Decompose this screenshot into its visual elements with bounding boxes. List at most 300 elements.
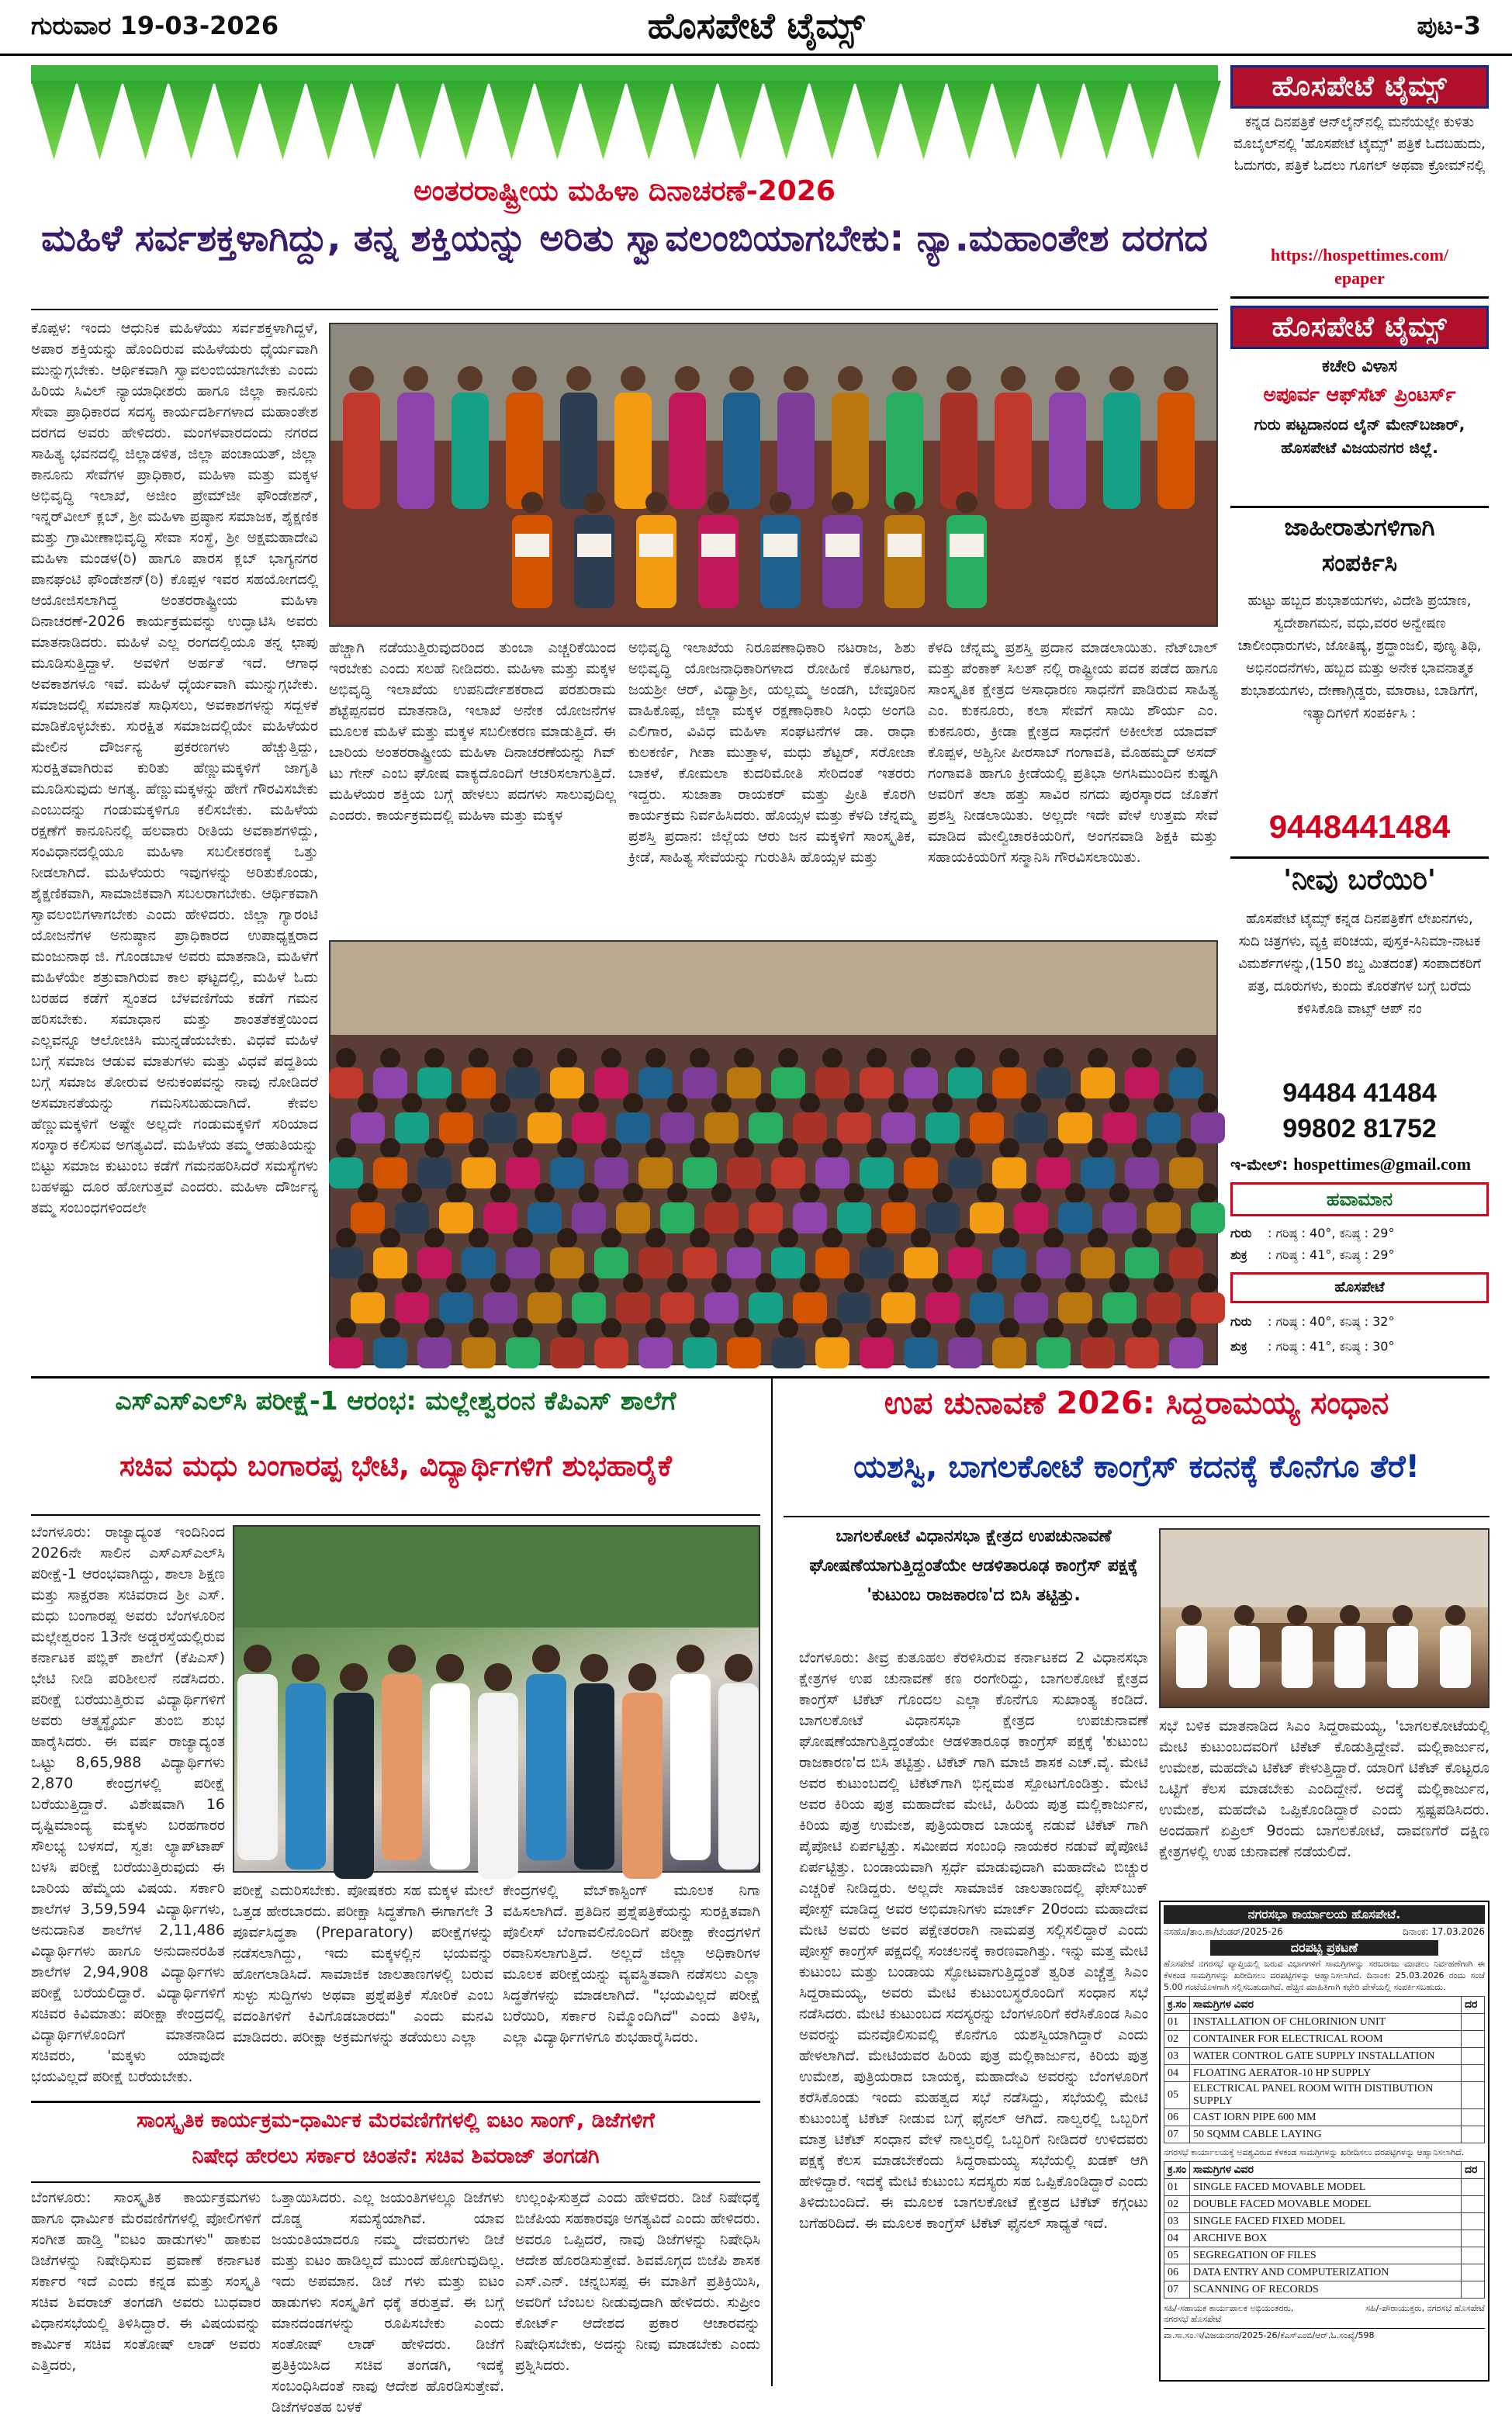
audience-body [395, 1292, 429, 1323]
crowd-illustration [330, 942, 1216, 1364]
audience-body [860, 1157, 894, 1188]
audience-body [1147, 1202, 1181, 1233]
audience-body [351, 1292, 385, 1323]
audience-head [402, 1093, 422, 1113]
bunting-flag [535, 81, 580, 160]
audience-body [638, 1157, 673, 1188]
audience-head [579, 1273, 599, 1293]
person-head [436, 1654, 464, 1682]
audience-head [867, 1318, 887, 1338]
person-head [403, 366, 428, 391]
item-no: 07 [1164, 2126, 1190, 2143]
audience-body [1125, 1247, 1159, 1278]
item-no: 03 [1164, 2213, 1190, 2230]
audience-head [513, 1318, 533, 1338]
audience-head [888, 1273, 908, 1293]
audience-body [815, 1067, 849, 1098]
audience-body [528, 1112, 562, 1143]
culture-rule [31, 2181, 760, 2183]
audience-head [867, 1138, 887, 1158]
col-no-header: ಕ್ರ.ಸಂ [1164, 2162, 1190, 2179]
audience-body [1058, 1292, 1092, 1323]
audience-head [1088, 1138, 1108, 1158]
person-head [512, 366, 537, 391]
audience-head [955, 1048, 975, 1068]
person-body [832, 393, 869, 509]
audience-body [1169, 1067, 1203, 1098]
audience-body [771, 1247, 805, 1278]
audience-head [999, 1048, 1019, 1068]
table-header-row [1164, 2162, 1485, 2179]
audience-body [506, 1247, 540, 1278]
audience-body [616, 1202, 650, 1233]
audience-body [550, 1247, 584, 1278]
item-name: ARCHIVE BOX [1190, 2230, 1462, 2247]
audience-body [704, 1112, 739, 1143]
person-body [285, 1683, 326, 1870]
certificate [825, 534, 860, 557]
bunting-flag [260, 81, 306, 160]
audience-body [1036, 1247, 1071, 1278]
item-name: SCANNING OF RECORDS [1190, 2281, 1462, 2299]
person-head [946, 366, 971, 391]
audience-head [358, 1183, 378, 1203]
child-head [521, 492, 543, 514]
weather-row [1230, 1334, 1489, 1359]
audience-body [1191, 1202, 1225, 1233]
audience-body [351, 1202, 385, 1233]
audience-head [977, 1183, 997, 1203]
printer-name: ಅಪೂರ್ವ ಆಫ್‌ಸೆಟ್ ಪ್ರಿಂಟರ್ಸ್ [1263, 383, 1456, 406]
audience-head [955, 1318, 975, 1338]
child-head [583, 492, 605, 514]
column-divider [771, 1378, 773, 2386]
culture-headline-line1: ಸಾಂಸ್ಕೃತಿಕ ಕಾರ್ಯಕ್ರಮ-ಧಾರ್ಮಿಕ ಮೆರವಣಿಗೆಗಳಲ್ಲಿ ಐಟಂ ಸಾಂಗ್, ಡಿಜೆಗಳಿಗೆ [137, 2108, 655, 2133]
child-body [946, 515, 987, 608]
audience-head [911, 1228, 931, 1248]
office-address: ಗುರು ಪಟ್ಟದಾನಂದ ಲೈನ್ ಮೇನ್‌ಬಜಾರ್, ಹೊಸಪೇಟೆ ವಿಜಯನಗರ ಜಿಲ್ಲೆ. [1254, 415, 1465, 457]
audience-head [557, 1228, 577, 1248]
child-body [512, 515, 552, 608]
audience-head [734, 1048, 754, 1068]
child-body [760, 515, 801, 608]
audience-body [704, 1202, 739, 1233]
audience-body [1014, 1292, 1048, 1323]
audience-head [690, 1228, 710, 1248]
person-head [675, 366, 700, 391]
weather-table-1 [1230, 1223, 1489, 1266]
item-no: 02 [1164, 2031, 1190, 2048]
person-body [669, 393, 706, 509]
child-head [645, 492, 667, 514]
item-name: CAST IORN PIPE 600 MM [1190, 2109, 1462, 2126]
school-visit-illustration [234, 1527, 759, 1871]
audience-body [1058, 1202, 1092, 1233]
person-head [1001, 366, 1026, 391]
festive-bunting-banner [31, 65, 1218, 166]
audience-head [1021, 1093, 1041, 1113]
person-body [614, 393, 652, 509]
audience-body [616, 1112, 650, 1143]
audience-body [439, 1112, 473, 1143]
audience-body [1036, 1067, 1071, 1098]
audience-head [446, 1273, 466, 1293]
audience-head [601, 1228, 621, 1248]
audience-head [711, 1273, 732, 1293]
weather-day: ಗುರು [1230, 1314, 1252, 1329]
audience-head [490, 1093, 510, 1113]
audience-head [1043, 1048, 1064, 1068]
audience-body [1102, 1292, 1137, 1323]
whatsapp-phone-2[interactable]: 99802 81752 [1282, 1114, 1437, 1143]
audience-head [778, 1138, 798, 1158]
audience-body [1036, 1157, 1071, 1188]
table-row [1164, 2031, 1485, 2048]
audience-head [778, 1048, 798, 1068]
award-ceremony-photo [329, 323, 1218, 627]
item-name: SINGLE FACED FIXED MODEL [1190, 2213, 1462, 2230]
audience-head [1198, 1183, 1218, 1203]
audience-body [793, 1112, 827, 1143]
section-rule [31, 2101, 760, 2103]
audience-body [860, 1067, 894, 1098]
audience-body [1169, 1247, 1203, 1278]
section-rule [31, 1376, 1490, 1379]
audience-crowd-photo [329, 940, 1218, 1365]
audience-head [601, 1318, 621, 1338]
weather-max: : ಗರಿಷ್ಠ : 41°, [1268, 1247, 1336, 1262]
audience-body [860, 1337, 894, 1368]
audience-head [380, 1138, 400, 1158]
audience-body [970, 1202, 1004, 1233]
audience-body [1169, 1157, 1203, 1188]
certificate [950, 534, 984, 557]
audience-body [462, 1067, 496, 1098]
audience-body [594, 1067, 628, 1098]
audience-body [417, 1067, 452, 1098]
audience-head [867, 1048, 887, 1068]
audience-head [579, 1093, 599, 1113]
person-head [292, 1654, 320, 1682]
sslc-headline-line2: ಸಚಿವ ಮಧು ಬಂಗಾರಪ್ಪ ಭೇಟಿ, ವಿದ್ಯಾರ್ಥಿಗಳಿಗೆ ಶುಭಹಾರೈಕೆ [119, 1449, 672, 1482]
item-rate [1462, 2281, 1485, 2299]
lead-article-col3: ಅಭಿವೃದ್ಧಿ ಇಲಾಖೆಯ ನಿರೂಪಣಾಧಿಕಾರಿ ನಟರಾಜ, ಶಿಶು ಅಭಿವೃದ್ಧಿ ಯೋಜನಾಧಿಕಾರಿಗಳಾದ ರೋಹಿಣಿ ಕೊಟಗಾರ, ಜಯಶ್ರೀ ಆರ್, ವಿದ್ಯಾಶ್ರೀ, ಯಲ್ಲಮ್ಮ ಅಂಡಗಿ, ಬೇವೂರಿನ ವಾಹಿಕೊಪ್ಪ, ಜಿಲ್ಲಾ ಮಕ್ಕಳ ರಕ್ಷಣಾಧಿಕಾರಿ ಸಿಂಧು ಅಂಗಡಿ ಎಲಿಗಾರ, ವಿವಿಧ ಮಹಿಳಾ ಸಂಘಟನೆಗಳ ಡಾ. ರಾಧಾ ಕುಲಕರ್ಣಿ, ಗೀತಾ ಮುತ್ತಾಳ, ಮಧು ಶೆಟ್ಟರ್, ಸರೋಜಾ ಬಾಕಳೆ, ಕೋಮಲಾ ಕುದರಿಮೋತಿ ಸೇರಿದಂತೆ ಇತರರು ಇದ್ದರು. ಸುಜಾತಾ ರಾಯಕರ್ ಮತ್ತು ಪ್ರೀತಿ ಕೊರಗಿ ಕಾರ್ಯಕ್ರಮ ನಿರ್ವಹಿಸಿದರು. ಹೊಯ್ಸಳ ಮತ್ತು ಕೆಳದಿ ಚೆನ್ನಮ್ಮ ಪ್ರಶಸ್ತಿ ಪ್ರದಾನ: ಜಿಲ್ಲೆಯ ಆರು ಜನ ಮಕ್ಕಳಿಗೆ ಸಾಂಸ್ಕೃತಿಕ, ಕ್ರೀಡೆ, ಸಾಹಿತ್ಯ ಸೇವೆಯನ್ನು ಗುರುತಿಸಿ ಹೊಯ್ಸಳ ಮತ್ತು [628, 639, 915, 866]
person-head [388, 1645, 416, 1673]
audience-body [1125, 1337, 1159, 1368]
audience-body [417, 1337, 452, 1368]
whatsapp-phone-1[interactable]: 94484 41484 [1282, 1078, 1437, 1108]
col-item-header: ಸಾಮಗ್ರಿಗಳ ವಿವರ [1190, 2162, 1462, 2179]
brand-badge-epaper: ಹೊಸಪೇಟೆ ಟೈಮ್ಸ್ [1230, 65, 1489, 109]
item-rate [1462, 2247, 1485, 2264]
table-row [1164, 2247, 1485, 2264]
weather-city-box [1230, 1272, 1489, 1303]
lead-article-col2: ಹೆಚ್ಚಾಗಿ ನಡೆಯುತ್ತಿರುವುದರಿಂದ ತುಂಬಾ ಎಚ್ಚರಿಕೆಯಿಂದ ಇರಬೇಕು ಎಂದು ಸಲಹೆ ನೀಡಿದರು. ಮಹಿಳಾ ಮತ್ತು ಮಕ್ಕಳ ಅಭಿವೃದ್ಧಿ ಇಲಾಖೆಯ ಉಪನಿರ್ದೇಶಕರಾದ ಪರಶುರಾಮ ಶೆಟ್ಟೆಪ್ಪನವರ ಮಾತನಾಡಿ, ಇಲಾಖೆ ಅನೇಕ ಯೋಜನೆಗಳ ಮೂಲಕ ಮಹಿಳೆ ಮತ್ತು ಮಕ್ಕಳ ಸಬಲೀಕರಣ ಮಾಡುತ್ತಿದೆ. ಈ ಬಾರಿಯ ಅಂತರರಾಷ್ಟ್ರೀಯ ಮಹಿಳಾ ದಿನಾಚರಣೆಯನ್ನು ಗಿವ್ ಟು ಗೇನ್ ಎಂಬ ಘೋಷ ವಾಕ್ಯದೊಂದಿಗೆ ಆಚರಿಸಲಾಗುತ್ತಿದೆ. ಮಹಿಳೆಯರ ಶಕ್ತಿಯ ಬಗ್ಗೆ ಹೇಳಲು ಪದಗಳು ಸಾಲುವುದಿಲ್ಲ ಎಂದರು. ಕಾರ್ಯಕ್ರಮದಲ್ಲಿ ಮಹಿಳಾ ಮತ್ತು ಮಕ್ಕಳ [329, 639, 616, 824]
weather-row [1230, 1223, 1489, 1244]
audience-head [955, 1138, 975, 1158]
bunting-flag [992, 81, 1038, 160]
audience-body [462, 1337, 496, 1368]
audience-head [756, 1093, 776, 1113]
child-head [832, 492, 853, 514]
item-rate [1462, 2213, 1485, 2230]
table-row [1164, 2048, 1485, 2065]
person-head [566, 366, 591, 391]
bunting-flag [443, 81, 489, 160]
audience-head [1176, 1318, 1196, 1338]
audience-body [660, 1202, 694, 1233]
tender-notice [1159, 1901, 1490, 2382]
person-body [334, 1693, 374, 1879]
audience-head [756, 1273, 776, 1293]
audience-head [1109, 1093, 1130, 1113]
audience-body [1081, 1157, 1115, 1188]
divider [1230, 296, 1489, 299]
audience-head [690, 1048, 710, 1068]
certificate [887, 534, 922, 557]
audience-head [424, 1138, 445, 1158]
item-rate [1462, 2230, 1485, 2247]
lead-article-col4: ಕೆಳದಿ ಚೆನ್ನಮ್ಮ ಪ್ರಶಸ್ತಿ ಪ್ರದಾನ ಮಾಡಲಾಯಿತು. ನೆಟ್‌ಬಾಲ್ ಮತ್ತು ಪೆಂಕಾಕ್ ಸಿಲತ್ ನಲ್ಲಿ ರಾಷ್ಟ್ರೀಯ ಪದಕ ಪಡೆದ ಹಾಗೂ ಸಾಂಸ್ಕೃತಿಕ ಕ್ಷೇತ್ರದ ಅಸಾಧಾರಣ ಸಾಧನೆಗೆ ಪಾಡಿರುವ ಸಾಹಿತ್ಯ ಎಂ. ಕುಕನೂರು, ಕಲಾ ಸೇವೆಗೆ ಸಾಯಿ ಶೌರ್ಯ ಎಂ. ಕುಕನೂರು, ಕ್ರೀಡಾ ಕ್ಷೇತ್ರದ ಸಾಧನೆಗೆ ಅಕೀಲೇಶ ಯಾದವ್ ಕೊಪ್ಪಳ, ಅಶ್ವಿನೀ ಪೀರಸಾಬ್ ಗಂಗಾವತಿ, ಮೊಹಮ್ಮದ್ ಅಸದ್ ಗಂಗಾವತಿ ಹಾಗೂ ಕ್ರೀಡೆಯಲ್ಲಿ ಪ್ರತಿಭಾ ಅಗಸಿಮುಂದಿನ ಕುಷ್ಟಗಿ ಅವರಿಗೆ ತಲಾ ಹತ್ತು ಸಾವಿರ ನಗದು ಪುರಸ್ಕಾರದ ಜೊತೆಗೆ ಪ್ರಶಸ್ತಿ ನೀಡಲಾಯಿತು. ಅಲ್ಲದೇ ಇದೇ ವೇಳೆ ಉತ್ತಮ ಸೇವೆ ಮಾಡಿದ ಮೇಲ್ವಿಚಾರಕಿಯರಿಗೆ, ಅಂಗನವಾಡಿ ಶಿಕ್ಷಕಿ ಮತ್ತು ಸಹಾಯಕಿಯರಿಗೆ ಸನ್ಮಾನಿಸಿ ಗೌರವಿಸಲಾಯಿತು. [928, 639, 1218, 866]
email-address[interactable]: hospettimes@gmail.com [1293, 1154, 1472, 1174]
person-head [676, 1645, 704, 1673]
audience-head [690, 1318, 710, 1338]
audience-body [860, 1247, 894, 1278]
audience-body [660, 1292, 694, 1323]
sslc-headline-line1: ಎಸ್‌ಎಸ್‌ಎಲ್‌ಸಿ ಪರೀಕ್ಷೆ-1 ಆರಂಭ: ಮಲ್ಲೇಶ್ವರಂನ ಕೆಪಿಎಸ್ ಶಾಲೆಗೆ [115, 1385, 676, 1416]
audience-body [616, 1292, 650, 1323]
person-head [349, 366, 374, 391]
audience-body [483, 1292, 517, 1323]
audience-body [506, 1337, 540, 1368]
item-rate [1462, 2065, 1485, 2082]
tender-intro: ಹೊಸಪೇಟೆ ನಗರಸಭೆ ವ್ಯಾಪ್ತಿಯಲ್ಲಿ ಬರುವ ವಿಭಾಗಗಳಿಗೆ ಸಾಮಗ್ರಿಗಳನ್ನು ಸರಬರಾಜು ಮಾಡಲು ನಿರ್ವಹಣೆಗಾಗಿ ಈ ಕೆಳಕಂಡ ಸಾಮಗ್ರಿಗಳನ್ನು ಖರೀದಿಸಲು ದರಪಟ್ಟಿಗಳನ್ನು ಆಹ್ವಾನಿಸಲಾಗಿದೆ. ದಿನಾಂಕ: 25.03.2026 ರಂದು ಸಂಜೆ 5.00 ಗಂಟೆಯೊಳಗಾಗಿ ಸಲ್ಲಿಸಬಹುದಾಗಿದೆ. ಹೆಚ್ಚಿನ ಮಾಹಿತಿಗಾಗಿ ಕಛೇರಿ ವೇಳೆಯಲ್ಲಿ ಸಂಪರ್ಕಿಸಬಹುದು. [1164, 1959, 1485, 1992]
person-body [670, 1674, 711, 1860]
audience-body [528, 1292, 562, 1323]
audience-body [462, 1157, 496, 1188]
office-label: ಕಚೇರಿ ವಿಳಾಸ [1321, 357, 1397, 376]
audience-body [373, 1337, 407, 1368]
lead-rule [31, 309, 1218, 310]
audience-body [904, 1337, 938, 1368]
audience-head [380, 1228, 400, 1248]
newspaper-title: ಹೊಸಪೇಟೆ ಟೈಮ್ಸ್ [647, 5, 865, 47]
person-head [1164, 366, 1188, 391]
audience-head [844, 1273, 864, 1293]
audience-body [771, 1067, 805, 1098]
audience-body [904, 1067, 938, 1098]
person-head [1109, 366, 1134, 391]
audience-head [424, 1048, 445, 1068]
person-body [430, 1683, 470, 1870]
person-head [784, 366, 808, 391]
audience-head [955, 1228, 975, 1248]
audience-body [904, 1157, 938, 1188]
audience-body [727, 1157, 761, 1188]
person-body [397, 393, 434, 509]
audience-body [837, 1202, 871, 1233]
audience-head [888, 1183, 908, 1203]
audience-head [1065, 1093, 1085, 1113]
child-body [698, 515, 739, 608]
audience-head [446, 1183, 466, 1203]
audience-head [1088, 1048, 1108, 1068]
sslc-school-visit-photo [233, 1525, 760, 1873]
person-head [1340, 1605, 1360, 1625]
audience-head [667, 1093, 687, 1113]
audience-head [1043, 1318, 1064, 1338]
person-head [244, 1645, 272, 1673]
person-body [1387, 1626, 1418, 1688]
audience-body [439, 1202, 473, 1233]
audience-body [948, 1247, 982, 1278]
audience-body [1102, 1202, 1137, 1233]
weather-min: ಕನಿಷ್ಠ : 32° [1339, 1314, 1395, 1329]
audience-body [1169, 1337, 1203, 1368]
tender-date: ದಿನಾಂಕ: 17.03.2026 [1403, 1926, 1485, 1937]
person-body [886, 393, 923, 509]
audience-head [932, 1093, 953, 1113]
audience-head [513, 1228, 533, 1248]
audience-body [683, 1067, 717, 1098]
ads-title: ಜಾಹೀರಾತುಗಳಿಗಾಗಿ [1284, 514, 1435, 541]
audience-body [1147, 1112, 1181, 1143]
bunting-flag [214, 81, 260, 160]
person-body [940, 393, 977, 509]
audience-head [1021, 1183, 1041, 1203]
item-no: 04 [1164, 2065, 1190, 2082]
audience-body [1014, 1112, 1048, 1143]
epaper-text: ಕನ್ನಡ ದಿನಪತ್ರಿಕೆ ಆನ್‌ಲೈನ್‌ನಲ್ಲಿ ಮನೆಯಲ್ಲೇ ಕುಳಿತು ಮೊಬೈಲ್‌ನಲ್ಲಿ 'ಹೊಸಪೇಟೆ ಟೈಮ್ಸ್' ಪತ್ರಿಕೆ ಓದಬಹುದು, ಓದುಗರು, ಪತ್ರಿಕೆ ಓದಲು ಗೂಗಲ್ ಅಥವಾ ಕ್ರೋಮ್‌ನಲ್ಲಿ [1233, 114, 1486, 174]
culture-article-col2: ಒತ್ತಾಯಿಸಿದರು. ಎಲ್ಲ ಜಯಂತಿಗಳಲ್ಲೂ ಡಿಜೆಗಳು ದೊಡ್ಡ ಸಮಸ್ಯೆಯಾಗಿವೆ. ಯಾವ ಜಯಂತಿಯಾದರೂ ನಮ್ಮ ದೇವರುಗಳು ಡಿಜೆ ಮತ್ತು ಐಟಂ ಹಾಡಿಲ್ಲದೆ ಮುಂದೆ ಹೋಗುವುದಿಲ್ಲ. ಇದು ಅಪಮಾನ. ಡಿಜೆ ಗಳು ಮತ್ತು ಐಟಂ ಹಾಡುಗಳು ಸಂಸ್ಕೃತಿಗೆ ಧಕ್ಕೆ ತರುತ್ತವೆ. ಈ ಬಗ್ಗೆ ಮಾನದಂಡಗಳನ್ನು ರೂಪಿಸಬೇಕು ಎಂದು ಸಂತೋಷ್ ಲಾಡ್ ಹೇಳಿದರು. ಡಿಜೆಗೆ ಪ್ರತಿಕ್ರಿಯಿಸಿದ ಸಚಿವ ತಂಗಡಗಿ, ಇದಕ್ಕೆ ಸಂಬಂಧಿಸಿದಂತೆ ನಾವು ಆದೇಶ ಹೊರಡಿಸುತ್ತೇವೆ. ಡಿಜೆಗಳಂತಹ ಬಳಕೆ [272, 2189, 504, 2416]
audience-body [1125, 1067, 1159, 1098]
person-body [452, 393, 489, 509]
table-row [1164, 2230, 1485, 2247]
child-head [770, 492, 791, 514]
table-row [1164, 2281, 1485, 2299]
weather-min: ಕನಿಷ್ಠ : 30° [1339, 1339, 1395, 1354]
item-name: DATA ENTRY AND COMPUTERIZATION [1190, 2264, 1462, 2281]
audience-head [1176, 1138, 1196, 1158]
issue-date: ಗುರುವಾರ 19-03-2026 [31, 11, 279, 40]
item-no: 01 [1164, 2014, 1190, 2031]
audience-body [329, 1067, 363, 1098]
weather-city: ಹೊಸಪೇಟೆ [1334, 1279, 1385, 1295]
person-head [484, 1663, 512, 1691]
weather-day: ಶುಕ್ರ [1230, 1339, 1247, 1354]
ads-contact: ಸಂಪರ್ಕಿಸಿ [1321, 549, 1398, 577]
bunting-flag [1175, 81, 1221, 160]
write-title: 'ನೀವು ಬರೆಯಿರಿ' [1283, 864, 1436, 896]
audience-body [1125, 1157, 1159, 1188]
col-rate-header: ದರ [1462, 1997, 1485, 2014]
child-head [894, 492, 915, 514]
audience-head [932, 1183, 953, 1203]
certificate [515, 534, 549, 557]
person-body [574, 1683, 614, 1870]
audience-head [557, 1048, 577, 1068]
person-body [1229, 1626, 1260, 1688]
audience-head [734, 1138, 754, 1158]
audience-head [711, 1183, 732, 1203]
stage-group-illustration [330, 324, 1216, 625]
audience-head [667, 1183, 687, 1203]
epaper-link[interactable]: https://hospettimes.com/ [1270, 245, 1449, 265]
audience-body [926, 1112, 960, 1143]
item-name: WATER CONTROL GATE SUPPLY INSTALLATION [1190, 2048, 1462, 2065]
table-row [1164, 2014, 1485, 2031]
epaper-word[interactable]: epaper [1334, 268, 1385, 288]
tender-table-2 [1164, 2161, 1485, 2299]
person-head [628, 1663, 656, 1691]
sslc-rule [31, 1514, 760, 1516]
bunting-flag [1084, 81, 1130, 160]
person-body [560, 393, 597, 509]
bunting-flag [351, 81, 397, 160]
audience-body [506, 1157, 540, 1188]
audience-body [771, 1337, 805, 1368]
table-row [1164, 2264, 1485, 2281]
audience-body [992, 1157, 1026, 1188]
divider [1230, 856, 1489, 859]
audience-head [1154, 1093, 1174, 1113]
audience-body [837, 1292, 871, 1323]
culture-article-col3: ಉಲ್ಲಂಘಿಸುತ್ತದೆ ಎಂದು ಹೇಳಿದರು. ಡಿಜೆ ನಿಷೇಧಕ್ಕೆ ಬಿಜೆಪಿಯ ಸಹಕಾರವೂ ಅಗತ್ಯವಿದೆ ಎಂದು ಹೇಳಿದರು. ಅವರೂ ಒಪ್ಪಿದರೆ, ನಾವು ಡಿಜೆಗಳನ್ನು ನಿಷೇಧಿಸಿ ಆದೇಶ ಹೊರಡಿಸುತ್ತೇವೆ. ಶಿವಮೊಗ್ಗದ ಬಿಜೆಪಿ ಶಾಸಕ ಎಸ್.ಎನ್. ಚನ್ನಬಸಪ್ಪ ಈ ಮಾತಿಗೆ ಪ್ರತಿಕ್ರಿಯಿಸಿ, ಅವರಿಗೆ ಬೆಂಬಲ ನೀಡುವುದಾಗಿ ಹೇಳಿದರು. ಸುಪ್ರೀಂ ಕೋರ್ಟ್ ಆದೇಶದ ಪ್ರಕಾರ ಆಚಾರವನ್ನು ನಿಷೇಧಿಸಬೇಕು, ಅದನ್ನು ನೀವು ಮಾಡಬೇಕು ಎಂದು ಪ್ರಶ್ನಿಸಿದರು. [515, 2189, 760, 2374]
person-body [1176, 1626, 1207, 1688]
bunting-flag [123, 81, 168, 160]
email-line [1230, 1154, 1489, 1174]
audience-body [373, 1157, 407, 1188]
audience-body [373, 1067, 407, 1098]
audience-body [329, 1337, 363, 1368]
audience-body [660, 1112, 694, 1143]
audience-head [1198, 1273, 1218, 1293]
audience-body [881, 1202, 915, 1233]
audience-head [358, 1093, 378, 1113]
audience-body [1081, 1247, 1115, 1278]
bypoll-article-col1: ಬೆಂಗಳೂರು: ತೀವ್ರ ಕುತೂಹಲ ಕೆರಳಿಸಿರುವ ಕರ್ನಾಟಕದ 2 ವಿಧಾನಸಭಾ ಕ್ಷೇತ್ರಗಳ ಉಪ ಚುನಾವಣೆ ಕಣ ರಂಗೇರಿದ್ದು, ಬಾಗಲಕೋಟೆ ಕ್ಷೇತ್ರದ ಕಾಂಗ್ರೆಸ್ ಟಿಕೆಟ್ ಗೊಂದಲ ಎಲ್ಲಾ ಕೊನೆಗೂ ಸುಖಾಂತ್ಯ ಕಂಡಿದೆ. ಬಾಗಲಕೋಟೆ ವಿಧಾನಸಭಾ ಕ್ಷೇತ್ರದ ಉಪಚುನಾವಣೆ ಘೋಷಣೆಯಾಗುತ್ತಿದ್ದಂತೆಯೇ ಆಡಳಿತಾರೂಢ ಕಾಂಗ್ರೆಸ್ ಪಕ್ಷಕ್ಕೆ 'ಕುಟುಂಬ ರಾಜಕಾರಣ'ದ ಬಿಸಿ ತಟ್ಟಿತ್ತು. ಟಿಕೆಟ್ ಗಾಗಿ ಮಾಜಿ ಶಾಸಕ ಎಚ್.ವೈ. ಮೇಟಿ ಅವರ ಕುಟುಂಬದಲ್ಲಿ ಟಿಕೆಟ್‌ಗಾಗಿ ಭಿನ್ನಮತ ಸ್ಪೋಟಗೊಂಡಿತ್ತು. ಮೇಟಿ ಅವರ ಕಿರಿಯ ಪುತ್ರ ಮಹಾದೇವ ಮೇಟಿ, ಹಿರಿಯ ಪುತ್ರ ಮಲ್ಲಿಕಾರ್ಜುನ, ಕಿರಿಯ ಪುತ್ರ ಉಮೇಶ, ಪುತ್ರಿಯರಾದ ಬಾಯಕ್ಕ ನಡುವೆ ಟಿಕೆಟ್ ಗಾಗಿ ಪೈಪೋಟಿ ಏರ್ಪಟ್ಟಿತ್ತು. ಸಮೀಪದ ಸಂಬಂಧಿ ನಾಯಕರ ನಡುವೆ ಪೈಪೋಟಿ ಏರ್ಪಟ್ಟಿತ್ತು. ಬಂಡಾಯವಾಗಿ ಸ್ಪರ್ಧೆ ಮಾಡುವುದಾಗಿ ಮಹಾದೇವಿ ಬಿಚ್ಚುರ ಎಚ್ಚರಿಕೆ ನೀಡಿದ್ದರು. ಅಲ್ಲದೇ ಸಾಮಾಜಿಕ ಜಾಲತಾಣದಲ್ಲಿ ಫೇಸ್‌ಬುಕ್ ಪೋಸ್ಟ್ ಮಾಡಿದ್ದ ಅವರ ಅಭಿಮಾನಿಗಳು ಮಾರ್ಚ್ 20ರಂದು ಮಹಾದೇವ ಮೇಟಿ ಅವರು ಅವರ ಪಕ್ಷೇತರರಾಗಿ ನಾಮಪತ್ರ ಸಲ್ಲಿಸಲಿದ್ದಾರೆ ಎಂದು ಪೋಸ್ಟ್ ಕಾಂಗ್ರೆಸ್ ಪಕ್ಷದಲ್ಲಿ ಸಂಚಲನಕ್ಕೆ ಕಾರಣವಾಗಿತ್ತು. ಇನ್ನು ಮತ್ತ ಮೇಟಿ ಕುಟುಂಬ ಮತ್ತು ಬಂಡಾಯ ಸ್ಫೋಟವಾಗುತ್ತಿದ್ದಂತೆ ತ್ವರಿತ ಎಚ್ಚೆತ್ತ ಸಿಎಂ ಸಿದ್ದರಾಮಯ್ಯ, ಅವರು ಮೇಟಿ ಕುಟುಂಬಸ್ಥರೊಂದಿಗೆ ಸಂಧಾನ ಸಭೆ ನಡೆಸಿದರು. ಮೇಟಿ ಕುಟುಂಬದ ಸದಸ್ಯರನ್ನು ಬೆಂಗಳೂರಿಗೆ ಕರೆಸಿಕೊಂಡ ಸಿಎಂ ಅವರನ್ನು ಮನವೊಲಿಸುವಲ್ಲಿ ಕೊನೆಗೂ ಯಶಸ್ವಿಯಾಗಿದ್ದಾರೆ ಎಂದು ಹೇಳಲಾಗಿದೆ. ಮೇಟಿಯವರ ಹಿರಿಯ ಪುತ್ರ ಮಲ್ಲಿಕಾರ್ಜುನ, ಕಿರಿಯ ಪುತ್ರ ಉಮೇಶ, ಪುತ್ರಿಯರಾದ ಬಾಯಕ್ಕ, ಮಹಾದೇವಿ ಅವರನ್ನು ಬೆಂಗಳೂರಿಗೆ ಕರೆಸಿಕೊಂಡು ಇಂದು ಮಹತ್ವದ ಸಭೆ ನಡೆಸಿದ್ದು, ಸಭೆಯಲ್ಲಿ ಮೇಟಿ ಕುಟುಂಬಕ್ಕೆ ಟಿಕೆಟ್ ನೀಡುವ ಬಗ್ಗೆ ಫೈನಲ್ ಆಗಿದೆ. ನಾಲ್ವರಲ್ಲಿ ಒಬ್ಬರಿಗೆ ಮಾತ್ರ ಟಿಕೆಟ್ ಸಂಧಾನ ವೇಳೆ ನಾಲ್ವರಲ್ಲಿ ಒಬ್ಬರಿಗೆ ನೀಡಿದರೆ ಉಳಿದವರು ಪಕ್ಷಕ್ಕೆ ಕೆಲಸ ಮಾಡಬೇಕೆಂದು ಸಿದ್ದರಾಮಯ್ಯ ಸಭೆಯಲ್ಲಿ ಖಡಕ್ ಆಗಿ ಹೇಳಿದ್ದಾರೆ. ಇದಕ್ಕೆ ಮೇಟಿ ಕುಟುಂಬ ಸದಸ್ಯರು ಸಹ ಒಪ್ಪಿಕೊಂಡಿದ್ದಾರೆ ಎಂದು ತಿಳಿದುಬಂದಿದೆ. ಈ ಮೂಲಕ ಬಾಗಲಕೋಟೆ ಕ್ಷೇತ್ರದ ಟಿಕೆಟ್ ಕಗ್ಗಂಟು ಬಗೆಹರಿದಿದೆ. ಈ ಮೂಲಕ ಕಾಂಗ್ರೆಸ್ ಟಿಕೆಟ್ ಫೈನಲ್ ಸಾಧ್ಯತೆ ಇದೆ. [799, 1649, 1148, 2232]
table-row [1164, 2196, 1485, 2213]
audience-head [778, 1318, 798, 1338]
audience-body [395, 1112, 429, 1143]
tender-ref: ನಸಹೊ/ತಾಂ.ಶಾ/ಟೆಂಡರ್/2025-26 [1164, 1926, 1283, 1937]
audience-body [1014, 1202, 1048, 1233]
item-name: 50 SQMM CABLE LAYING [1190, 2126, 1462, 2143]
audience-body [1102, 1112, 1137, 1143]
ads-phone[interactable]: 9448441484 [1268, 808, 1451, 845]
audience-head [911, 1318, 931, 1338]
audience-head [999, 1318, 1019, 1338]
bypoll-article-col2: ಸಭೆ ಬಳಿಕ ಮಾತನಾಡಿದ ಸಿಎಂ ಸಿದ್ದರಾಮಯ್ಯ, 'ಬಾಗಲಕೋಟೆಯಲ್ಲಿ ಮೇಟಿ ಕುಟುಂಬದವರಿಗೆ ಟಿಕೆಟ್ ಕೊಡುತ್ತಿದ್ದೇವೆ. ಮಲ್ಲಿಕಾರ್ಜುನ, ಉಮೇಶ, ಮಹದೇವಿ ಟಿಕೆಟ್ ಕೇಳುತ್ತಿದ್ದಾರೆ. ಯಾರಿಗೆ ಟಿಕೆಟ್ ಕೊಟ್ಟರೂ ಒಟ್ಟಿಗೆ ಕೆಲಸ ಮಾಡಬೇಕು ಎಂದಿದ್ದೇನೆ. ಅದಕ್ಕೆ ಮಲ್ಲಿಕಾರ್ಜುನ, ಉಮೇಶ, ಮಹದೇವಿ ಒಪ್ಪಿಕೊಂಡಿದ್ದಾರೆ ಎಂದು ಸ್ಪಷ್ಟಪಡಿಸಿದರು. ಅಂದಹಾಗೆ ಏಪ್ರಿಲ್ 9ರಂದು ಬಾಗಲಕೋಟೆ, ದಾವಣಗೆರೆ ದಕ್ಷಿಣ ಕ್ಷೇತ್ರಗಳಲ್ಲಿ ಉಪ ಚುನಾವಣೆ ನಡೆಯಲಿದೆ. [1159, 1718, 1490, 1860]
bunting-flag [626, 81, 672, 160]
audience-head [557, 1318, 577, 1338]
audience-body [1191, 1112, 1225, 1143]
person-head [725, 1654, 753, 1682]
person-body [382, 1674, 422, 1860]
audience-head [1198, 1093, 1218, 1113]
person-body [622, 1693, 663, 1879]
audience-body [793, 1202, 827, 1233]
audience-body [904, 1247, 938, 1278]
audience-body [771, 1157, 805, 1188]
bunting-flag [580, 81, 626, 160]
audience-head [1088, 1318, 1108, 1338]
certificate [701, 534, 735, 557]
audience-head [1132, 1228, 1152, 1248]
person-body [478, 1693, 518, 1879]
child-body [574, 515, 614, 608]
person-head [580, 1654, 608, 1682]
